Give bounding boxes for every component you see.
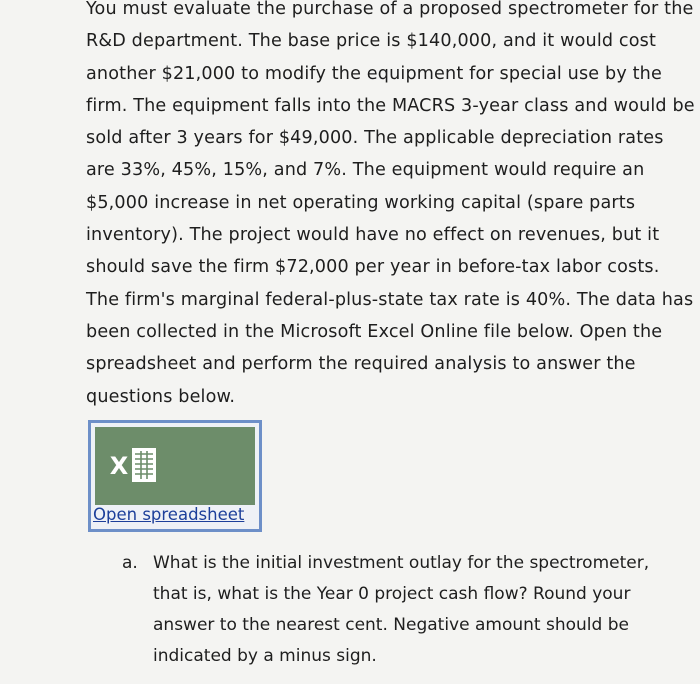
spreadsheet-card[interactable] bbox=[88, 420, 262, 532]
excel-icon-letter: X bbox=[110, 452, 129, 480]
open-spreadsheet-link[interactable]: Open spreadsheet bbox=[93, 505, 245, 524]
excel-tile[interactable] bbox=[95, 427, 255, 505]
excel-icon bbox=[110, 445, 158, 485]
problem-statement bbox=[86, 0, 696, 413]
question-text: What is the initial investment outlay for the spectrometer, that is, what is the Year 0 project cash flow? Round your answer to the nearest cent. Negative amount should be indicated by a minus sign. bbox=[153, 553, 650, 666]
question-letter: a. bbox=[122, 553, 138, 573]
problem-text: You must evaluate the purchase of a proposed spectrometer for the R&D department. The base price is $140,000, and it would cost another $21,000 to modify the equipment for special use by the firm. The equipment falls into the MACRS 3-year class and would be sold after 3 years for $49,000. The applicable depreciation rates are 33%, 45%, 15%, and 7%. The equipment would require an $5,000 increase in net operating working capital (spare parts inventory). The project would have no effect on revenues, but it should save the firm $72,000 per year in before-tax labor costs. The firm's marginal federal-plus-state tax rate is 40%. The data has been collected in the Microsoft Excel Online file below. Open the spreadsheet and perform the required analysis to answer the questions below. bbox=[86, 0, 695, 407]
